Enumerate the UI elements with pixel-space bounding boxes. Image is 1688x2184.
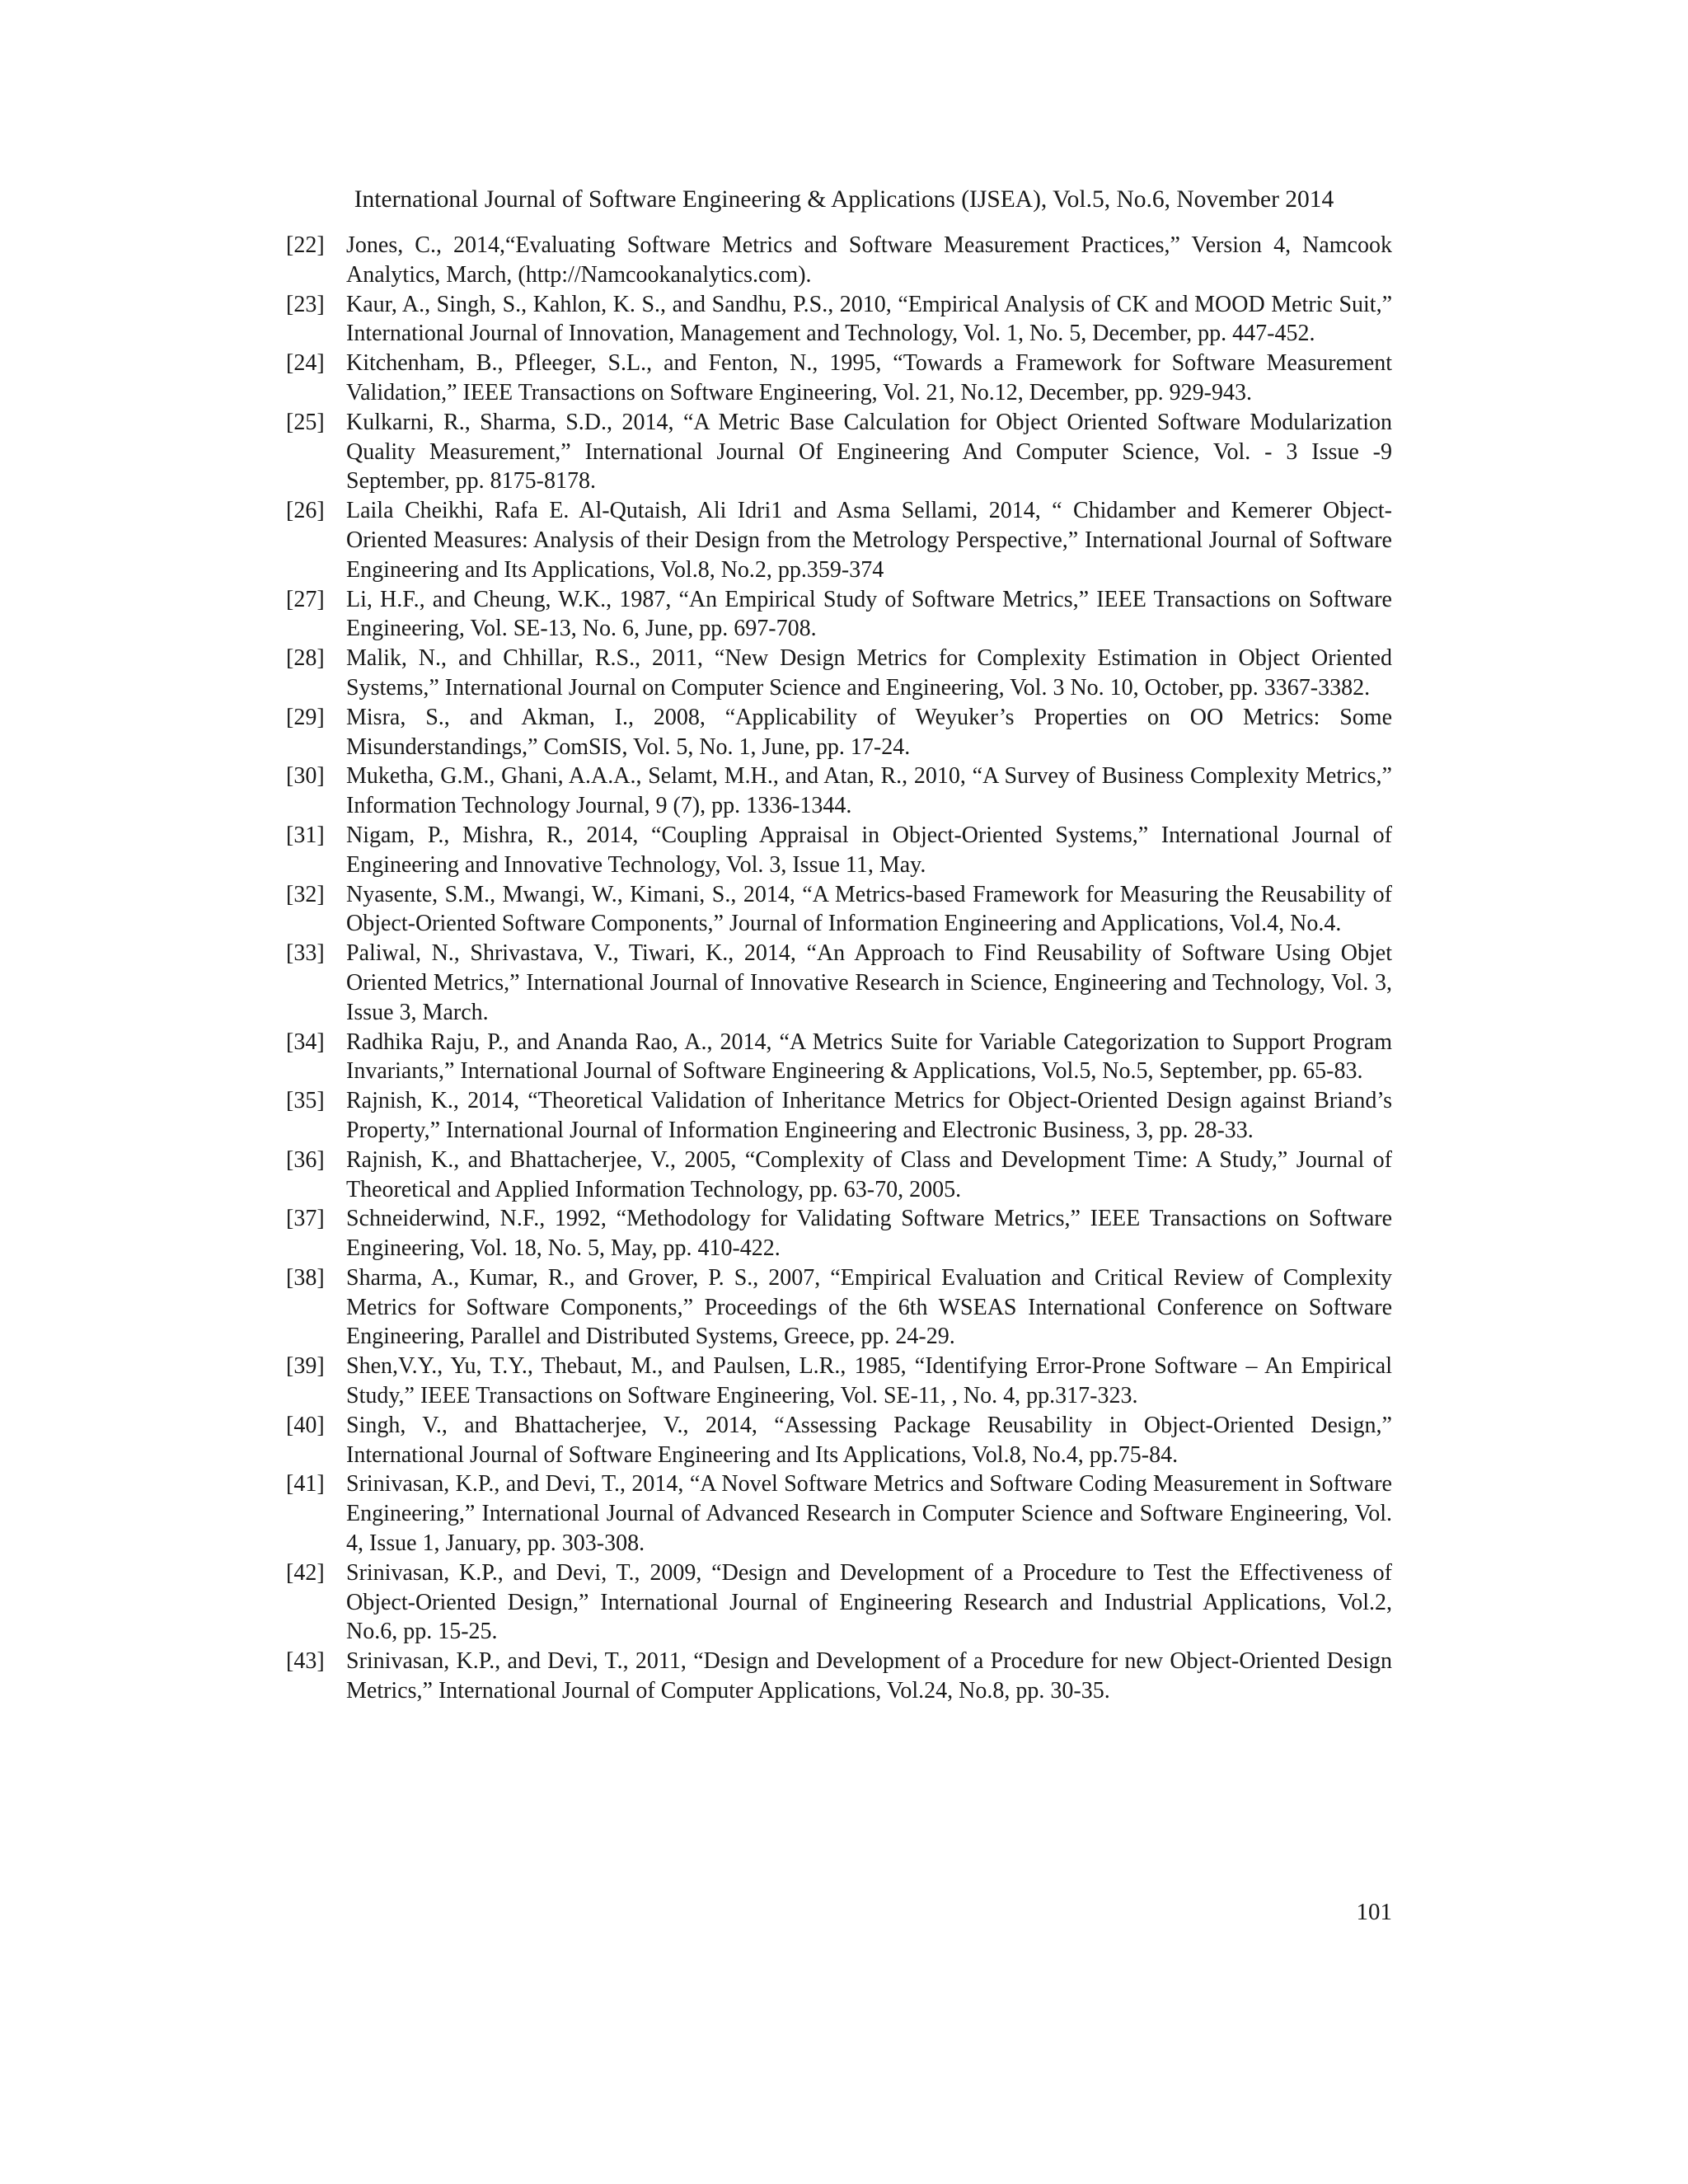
reference-text: Nyasente, S.M., Mwangi, W., Kimani, S., 2014, “A Metrics-based Framework for Measuring the Reusability of Object-Oriented Software Components,” Journal of Information Engineering and Applications, Vol.4, No.4. (346, 881, 1392, 937)
reference-number: [37] (286, 1206, 325, 1232)
reference-text: Srinivasan, K.P., and Devi, T., 2014, “A Novel Software Metrics and Software Coding Measurement in Software Engineering,” International Journal of Advanced Research in Computer Science and Software Engineering, Vol. 4, Issue 1, January, pp. 303-308. (346, 1471, 1392, 1557)
reference-item (286, 1647, 1392, 1706)
reference-item (286, 496, 1392, 584)
reference-text: Kulkarni, R., Sharma, S.D., 2014, “A Metric Base Calculation for Object Oriented Software Modularization Quality Measurement,” International Journal Of Engineering And Computer Science, Vol. - 3 Issue -9 September, pp. 8175-8178. (346, 409, 1392, 494)
reference-item (286, 880, 1392, 940)
reference-number: [40] (286, 1412, 325, 1438)
reference-number: [23] (286, 291, 325, 317)
reference-number: [26] (286, 498, 325, 524)
reference-text: Nigam, P., Mishra, R., 2014, “Coupling Appraisal in Object-Oriented Systems,” International Journal of Engineering and Innovative Technology, Vol. 3, Issue 11, May. (346, 822, 1392, 878)
reference-text: Schneiderwind, N.F., 1992, “Methodology for Validating Software Metrics,” IEEE Transactions on Software Engineering, Vol. 18, No. 5, May, pp. 410-422. (346, 1206, 1392, 1262)
reference-number: [36] (286, 1146, 325, 1173)
reference-number: [41] (286, 1471, 325, 1497)
reference-number: [39] (286, 1353, 325, 1380)
reference-text: Jones, C., 2014,“Evaluating Software Metrics and Software Measurement Practices,” Version 4, Namcook Analytics, March, (http://Namcookanalytics.com). (346, 232, 1392, 288)
reference-item (286, 939, 1392, 1027)
reference-item (286, 821, 1392, 880)
reference-number: [25] (286, 409, 325, 435)
reference-number: [35] (286, 1088, 325, 1114)
reference-item (286, 231, 1392, 290)
reference-text: Singh, V., and Bhattacherjee, V., 2014, “Assessing Package Reusability in Object-Oriented Design,” International Journal of Software Engineering and Its Applications, Vol.8, No.4, pp.75-84. (346, 1412, 1392, 1468)
reference-item (286, 1558, 1392, 1647)
reference-number: [43] (286, 1648, 325, 1675)
reference-text: Misra, S., and Akman, I., 2008, “Applicability of Weyuker’s Properties on OO Metrics: Some Misunderstandings,” ComSIS, Vol. 5, No. 1, June, pp. 17-24. (346, 704, 1392, 760)
reference-text: Rajnish, K., and Bhattacherjee, V., 2005, “Complexity of Class and Development Time: A Study,” Journal of Theoretical and Applied Information Technology, pp. 63-70, 2005. (346, 1146, 1392, 1202)
reference-item (286, 1204, 1392, 1263)
reference-number: [27] (286, 586, 325, 612)
reference-text: Kaur, A., Singh, S., Kahlon, K. S., and Sandhu, P.S., 2010, “Empirical Analysis of CK and MOOD Metric Suit,” International Journal of Innovation, Management and Technology, Vol. 1, No. 5, December, pp. 447-452. (346, 291, 1392, 347)
reference-number: [33] (286, 940, 325, 967)
reference-text: Srinivasan, K.P., and Devi, T., 2009, “Design and Development of a Procedure to Test the Effectiveness of Object-Oriented Design,” International Journal of Engineering Research and Industrial Applications, Vol.2, No.6, pp. 15-25. (346, 1559, 1392, 1645)
reference-text: Kitchenham, B., Pfleeger, S.L., and Fenton, N., 1995, “Towards a Framework for Software Measurement Validation,” IEEE Transactions on Software Engineering, Vol. 21, No.12, December, pp. 929-943. (346, 350, 1392, 405)
reference-text: Li, H.F., and Cheung, W.K., 1987, “An Empirical Study of Software Metrics,” IEEE Transactions on Software Engineering, Vol. SE-13, No. 6, June, pp. 697-708. (346, 586, 1392, 642)
reference-item (286, 1028, 1392, 1087)
page-number: 101 (1356, 1899, 1392, 1925)
reference-item (286, 290, 1392, 349)
reference-number: [42] (286, 1559, 325, 1586)
reference-number: [22] (286, 232, 325, 258)
reference-item (286, 585, 1392, 644)
reference-text: Muketha, G.M., Ghani, A.A.A., Selamt, M.H., and Atan, R., 2010, “A Survey of Business Complexity Metrics,” Information Technology Journal, 9 (7), pp. 1336-1344. (346, 763, 1392, 819)
reference-number: [34] (286, 1029, 325, 1055)
reference-text: Srinivasan, K.P., and Devi, T., 2011, “Design and Development of a Procedure for new Object-Oriented Design Metrics,” International Journal of Computer Applications, Vol.24, No.8, pp. 30-35. (346, 1648, 1392, 1704)
reference-item (286, 644, 1392, 703)
reference-item (286, 703, 1392, 762)
reference-text: Shen,V.Y., Yu, T.Y., Thebaut, M., and Paulsen, L.R., 1985, “Identifying Error-Prone Software – An Empirical Study,” IEEE Transactions on Software Engineering, Vol. SE-11, , No. 4, pp.317-323. (346, 1353, 1392, 1409)
reference-text: Malik, N., and Chhillar, R.S., 2011, “New Design Metrics for Complexity Estimation in Object Oriented Systems,” International Journal on Computer Science and Engineering, Vol. 3 No. 10, October, pp. 3367-3382. (346, 645, 1392, 701)
reference-text: Radhika Raju, P., and Ananda Rao, A., 2014, “A Metrics Suite for Variable Categorization to Support Program Invariants,” International Journal of Software Engineering & Applications, Vol.5, No.5, September, pp. 65-83. (346, 1029, 1392, 1085)
reference-number: [29] (286, 704, 325, 730)
reference-text: Sharma, A., Kumar, R., and Grover, P. S., 2007, “Empirical Evaluation and Critical Review of Complexity Metrics for Software Components,” Proceedings of the 6th WSEAS International Conference on Software Engineering, Parallel and Distributed Systems, Greece, pp. 24-29. (346, 1264, 1392, 1350)
reference-text: Paliwal, N., Shrivastava, V., Tiwari, K., 2014, “An Approach to Find Reusability of Software Using Objet Oriented Metrics,” International Journal of Innovative Research in Science, Engineering and Technology, Vol. 3, Issue 3, March. (346, 940, 1392, 1025)
reference-item (286, 1146, 1392, 1205)
reference-number: [31] (286, 822, 325, 848)
reference-text: Laila Cheikhi, Rafa E. Al-Qutaish, Ali Idri1 and Asma Sellami, 2014, “ Chidamber and Kemerer Object-Oriented Measures: Analysis of their Design from the Metrology Perspective,” International Journal of Software Engineering and Its Applications, Vol.8, No.2, pp.359-374 (346, 498, 1392, 583)
reference-list (286, 231, 1392, 1706)
reference-number: [28] (286, 645, 325, 672)
running-header: International Journal of Software Engineering & Applications (IJSEA), Vol.5, No.6, November 2014 (354, 186, 1334, 213)
reference-item (286, 1086, 1392, 1146)
reference-item (286, 762, 1392, 821)
reference-number: [32] (286, 881, 325, 907)
reference-number: [24] (286, 350, 325, 377)
reference-item (286, 1263, 1392, 1352)
reference-number: [38] (286, 1264, 325, 1291)
reference-number: [30] (286, 763, 325, 790)
reference-item (286, 408, 1392, 496)
reference-text: Rajnish, K., 2014, “Theoretical Validation of Inheritance Metrics for Object-Oriented Design against Briand’s Property,” International Journal of Information Engineering and Electronic Business, 3, pp. 28-33. (346, 1088, 1392, 1143)
reference-item (286, 1411, 1392, 1470)
reference-item (286, 1469, 1392, 1558)
reference-item (286, 1352, 1392, 1411)
reference-item (286, 349, 1392, 408)
